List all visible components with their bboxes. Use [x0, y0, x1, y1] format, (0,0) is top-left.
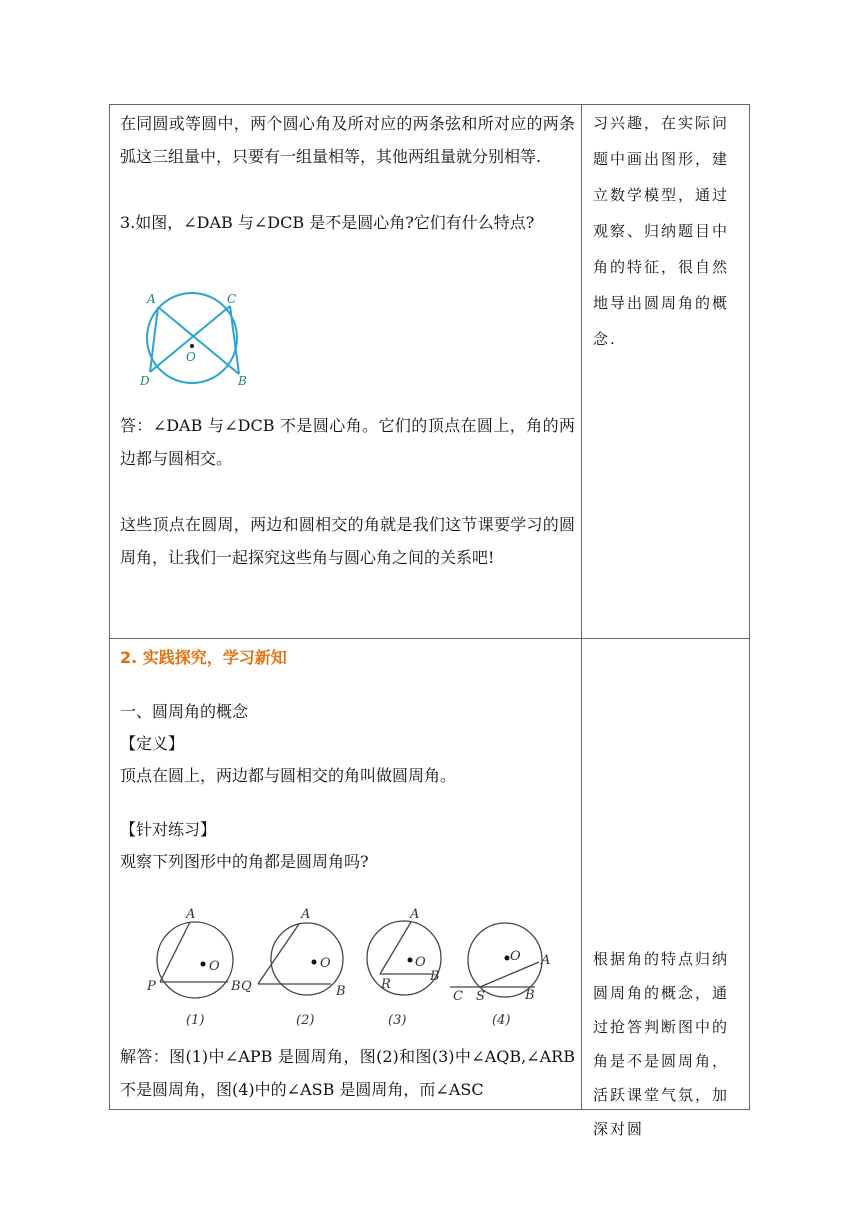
- answer-block: [120, 409, 575, 574]
- top-right-note: 习兴趣，在实际问题中画出图形，建立数学模型，通过观察、归纳题目中角的特征，很自然地导出圆周角的概念.: [593, 114, 730, 348]
- top-left-cell: [120, 107, 575, 239]
- fig1-circle: [157, 922, 233, 998]
- fig2-center: [312, 960, 317, 965]
- fig4-label: B: [525, 988, 535, 1003]
- fig1-line-pa: [160, 922, 190, 982]
- fig2-line-qa: [258, 924, 299, 984]
- fig4-circle: [468, 923, 542, 997]
- fig3-label: O: [415, 955, 426, 970]
- bottom-left-cell: [120, 642, 575, 878]
- lesson-table: [109, 104, 750, 1138]
- definition-title: 【定义】: [120, 734, 185, 753]
- fig1-label: O: [209, 959, 220, 974]
- fig4-caption: (4): [492, 1013, 511, 1028]
- label-a: A: [147, 292, 156, 306]
- fig3-label: B: [430, 969, 440, 984]
- fig4-center: [505, 956, 510, 961]
- fig4-line-sa: [480, 962, 539, 987]
- fig4-label: O: [510, 949, 521, 964]
- practice-figures: [140, 902, 560, 1030]
- answer-text: 答：∠DAB 与∠DCB 不是圆心角。它们的顶点在圆上，角的两边都与圆相交。: [120, 416, 575, 468]
- fig1-label: A: [186, 907, 196, 922]
- circle-figure-dab-dcb: [140, 289, 260, 387]
- fig2-label: B: [336, 984, 346, 999]
- solution-block: [120, 1040, 575, 1106]
- row-divider: [110, 638, 749, 639]
- chord-ab: [158, 307, 239, 374]
- question-3: 3.如图，∠DAB 与∠DCB 是不是圆心角?它们有什么特点?: [120, 213, 535, 232]
- fig2-caption: (2): [296, 1013, 315, 1028]
- fig4-label: S: [476, 989, 485, 1004]
- fig2-label: Q: [241, 979, 252, 994]
- paragraph-chord-arc: 在同圆或等圆中，两个圆心角及所对应的两条弦和所对应的两条弧这三组量中，只要有一组量相等，其他两组量就分别相等.: [120, 114, 575, 166]
- concept-title: 一、圆周角的概念: [120, 702, 249, 721]
- fig3-caption: (3): [388, 1013, 407, 1028]
- intro-text: 这些顶点在圆周，两边和圆相交的角就是我们这节课要学习的圆周角，让我们一起探究这些角与圆心角之间的关系吧!: [120, 515, 575, 567]
- fig2-label: O: [320, 956, 331, 971]
- definition-text: 顶点在圆上，两边都与圆相交的角叫做圆周角。: [120, 766, 457, 785]
- fig3-label: R: [381, 977, 391, 992]
- column-divider: [581, 105, 582, 1109]
- practice-question: 观察下列图形中的角都是圆周角吗?: [120, 852, 369, 871]
- fig4-label: C: [453, 989, 463, 1004]
- center-dot: [190, 344, 194, 348]
- section-heading: 2. 实践探究，学习新知: [120, 648, 287, 667]
- fig2-label: A: [301, 907, 311, 922]
- fig1-caption: (1): [186, 1013, 205, 1028]
- fig3-center: [408, 958, 413, 963]
- fig3-line-ra: [380, 922, 411, 974]
- fig3-label: A: [410, 907, 420, 922]
- label-o: O: [186, 350, 196, 364]
- label-b: B: [238, 374, 247, 387]
- solution-text: 解答：图(1)中∠APB 是圆周角，图(2)和图(3)中∠AQB,∠ARB 不是圆周角，图(4)中的∠ASB 是圆周角，而∠ASC: [120, 1047, 575, 1099]
- fig1-center: [201, 962, 206, 967]
- fig1-label: P: [147, 979, 156, 994]
- label-c: C: [227, 292, 237, 306]
- label-d: D: [140, 374, 150, 387]
- bottom-right-note: 根据角的特点归纳圆周角的概念，通过抢答判断图中的角是不是圆周角，活跃课堂气氛，加深对圆: [593, 950, 730, 1138]
- fig4-label: A: [541, 953, 551, 968]
- practice-title: 【针对练习】: [120, 820, 217, 839]
- fig1-label: B: [231, 979, 241, 994]
